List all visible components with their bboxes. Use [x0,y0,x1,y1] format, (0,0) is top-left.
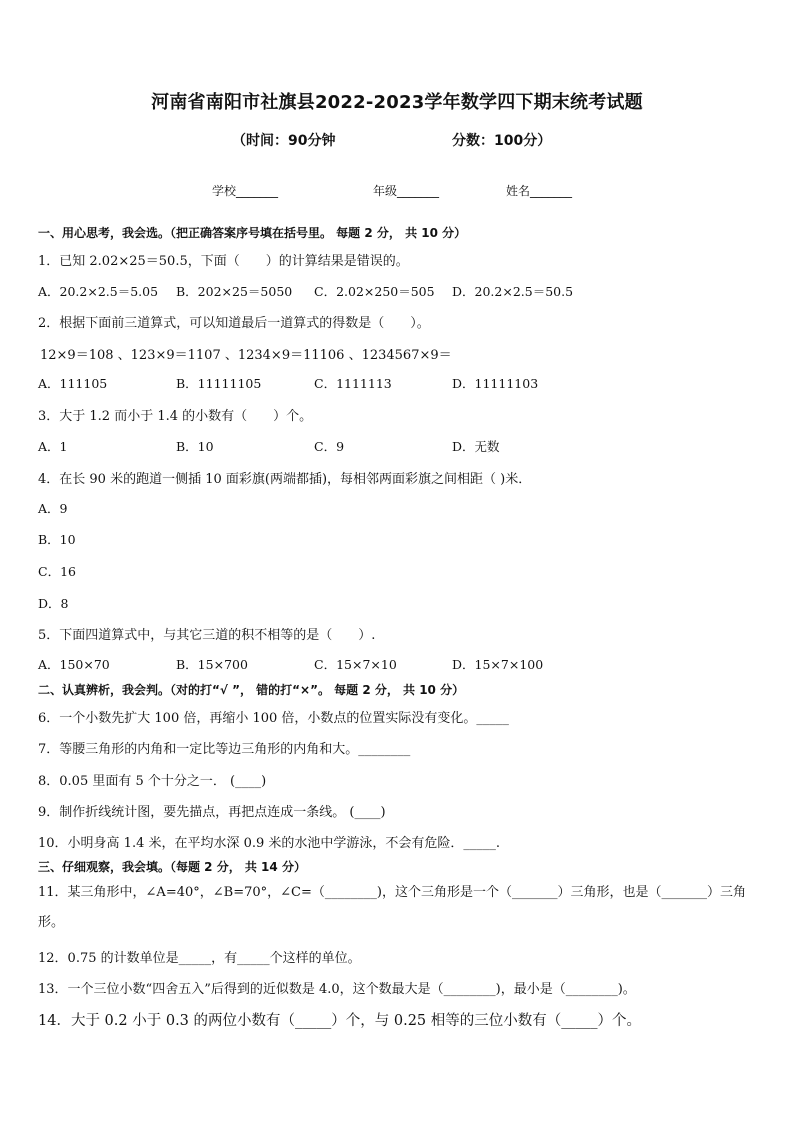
question-9: 9．制作折线统计图，要先描点，再把点连成一条线。 (____) [38,805,386,820]
question-11: 11．某三角形中，∠A=40°，∠B=70°，∠C=（________)，这个三角形是一个（_______）三角形，也是（_______）三角形。 [38,885,746,930]
q2-option-c: C．1111113 [314,376,392,391]
question-12: 12．0.75 的计数单位是_____，有_____个这样的单位。 [38,951,361,966]
exam-meta [232,130,552,150]
q3-option-b: B．10 [176,439,214,454]
section-heading-3: 三、仔细观察，我会填。（每题 2 分， 共 14 分） [38,860,306,874]
q4-option-d: D．8 [38,596,69,611]
school-field: 学校_______ [212,184,279,198]
question-13: 13．一个三位小数“四舍五入”后得到的近似数是 4.0，这个数最大是（________)，最小是（________)。 [38,982,636,997]
q1-option-b: B．202×25＝5050 [176,284,293,299]
q2-option-b: B．11111105 [176,376,262,391]
question-2-equations: 12×9＝108 、123×9＝1107 、1234×9＝11106 、1234567×9＝ [40,348,452,363]
q3-option-a: A．1 [38,439,68,454]
question-1: 1．已知 2.02×25＝50.5，下面（ ）的计算结果是错误的。 [38,254,409,269]
name-field: 姓名_______ [506,184,573,198]
question-8: 8．0.05 里面有 5 个十分之一． (____) [38,774,267,789]
q5-option-d: D．15×7×100 [452,657,544,672]
q1-option-d: D．20.2×2.5＝50.5 [452,284,574,299]
grade-field: 年级_______ [373,184,440,198]
q1-option-a: A．20.2×2.5＝5.05 [38,284,159,299]
section-heading-1: 一、用心思考，我会选。（把正确答案序号填在括号里。 每题 2 分， 共 10 分） [38,226,467,240]
q3-option-d: D．无数 [452,439,500,454]
score-label: 分数：100分） [452,133,552,149]
section-heading-2: 二、认真辨析，我会判。（对的打“√ ”， 错的打“×”。 每题 2 分， 共 10 分） [38,683,465,697]
question-2: 2．根据下面前三道算式，可以知道最后一道算式的得数是（ ）。 [38,316,430,331]
q1-option-c: C．2.02×250＝505 [314,284,435,299]
q4-option-b: B．10 [38,532,76,547]
question-7: 7．等腰三角形的内角和一定比等边三角形的内角和大。________ [38,742,411,757]
q4-option-a: A．9 [38,501,68,516]
question-6: 6．一个小数先扩大 100 倍，再缩小 100 倍，小数点的位置实际没有变化。_____ [38,711,509,726]
question-4: 4．在长 90 米的跑道一侧插 10 面彩旗(两端都插)，每相邻两面彩旗之间相距（ )米． [38,472,532,487]
time-label: （时间：90分钟 [232,133,336,149]
question-5: 5．下面四道算式中，与其它三道的积不相等的是（ ）. [38,628,376,643]
q3-option-c: C．9 [314,439,345,454]
question-3: 3．大于 1.2 而小于 1.4 的小数有（ ）个。 [38,409,313,424]
q4-option-c: C．16 [38,564,76,579]
q5-option-c: C．15×7×10 [314,657,397,672]
question-10: 10．小明身高 1.4 米，在平均水深 0.9 米的水池中学游泳，不会有危险．_____. [38,836,501,851]
question-14: 14．大于 0.2 小于 0.3 的两位小数有（_____）个，与 0.25 相等的三位小数有（_____）个。 [38,1013,642,1029]
page-title: 河南省南阳市社旗县2022-2023学年数学四下期末统考试题 [151,92,643,113]
q5-option-b: B．15×700 [176,657,248,672]
q2-option-d: D．11111103 [452,376,539,391]
q5-option-a: A．150×70 [38,657,110,672]
q2-option-a: A．111105 [38,376,108,391]
